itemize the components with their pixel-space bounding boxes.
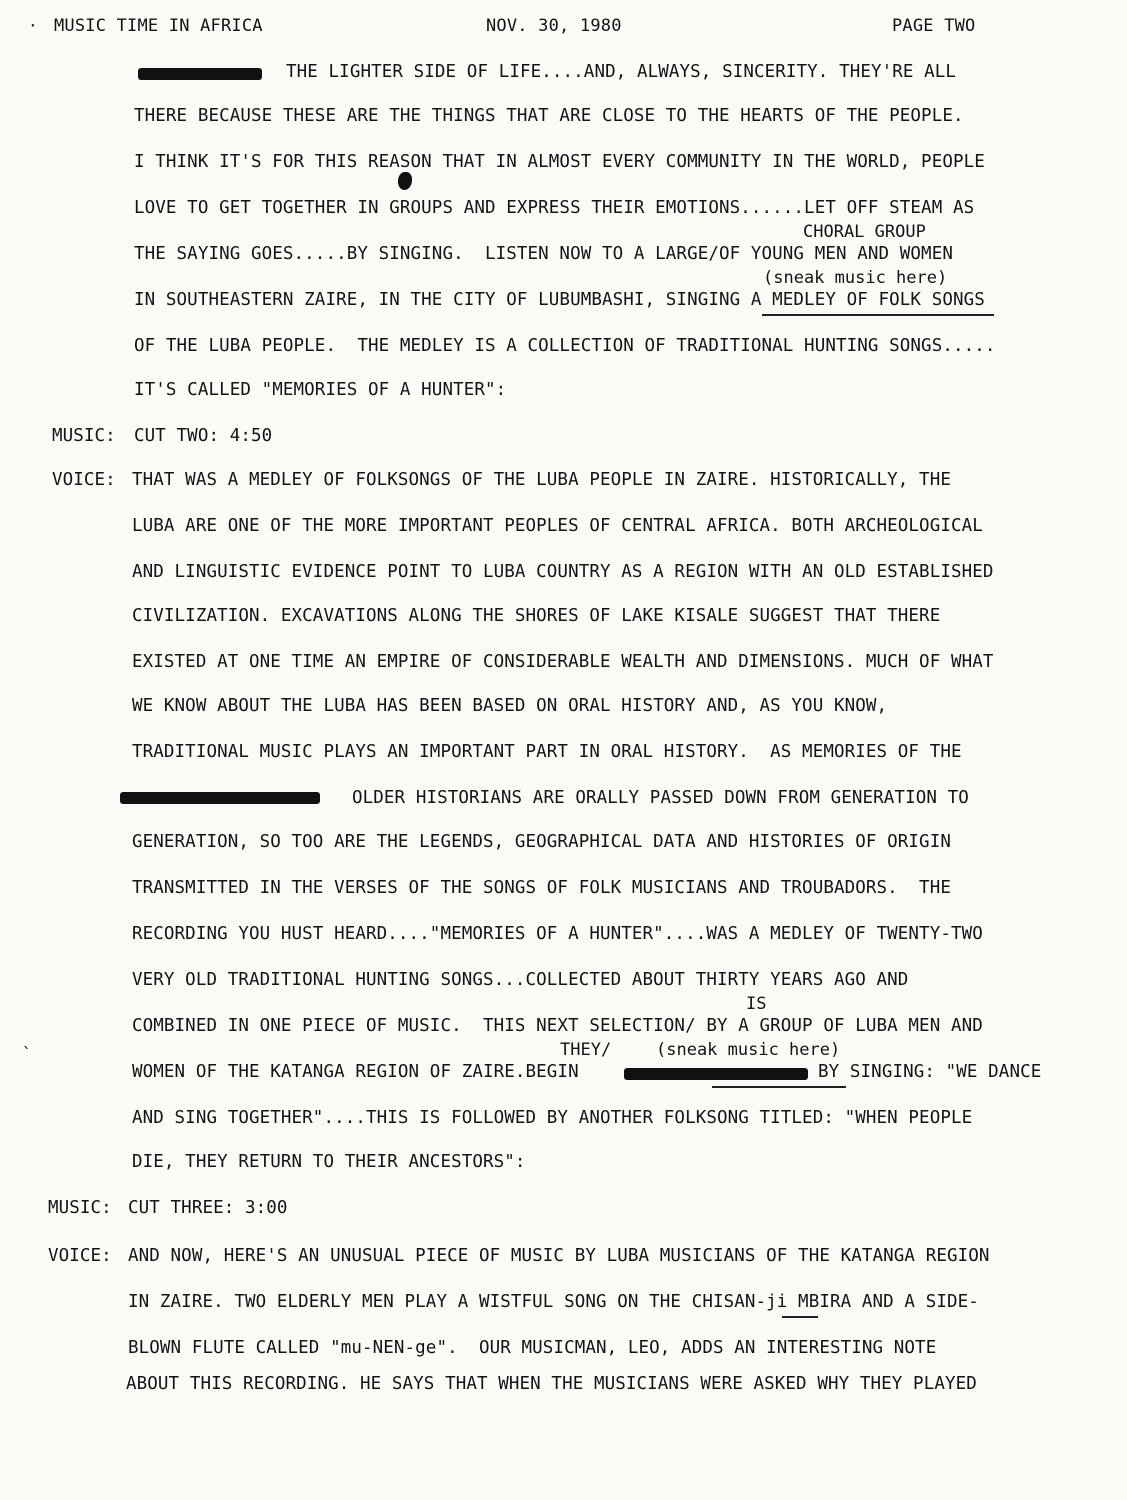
script-line: IT'S CALLED "MEMORIES OF A HUNTER": [134,380,507,400]
handwritten-insert-is: IS [746,994,767,1014]
music-cut-three: CUT THREE: 3:00 [128,1198,288,1218]
script-line: OF THE LUBA PEOPLE. THE MEDLEY IS A COLLECTION OF TRADITIONAL HUNTING SONGS..... [134,336,996,356]
underline-mark [762,314,994,316]
script-line: THERE BECAUSE THESE ARE THE THINGS THAT ARE CLOSE TO THE HEARTS OF THE PEOPLE. [134,106,964,126]
script-line: AND SING TOGETHER"....THIS IS FOLLOWED BY ANOTHER FOLKSONG TITLED: "WHEN PEOPLE [132,1108,973,1128]
cue-label-voice: VOICE: [52,470,116,490]
script-line: VERY OLD TRADITIONAL HUNTING SONGS...COLLECTED ABOUT THIRTY YEARS AGO AND [132,970,909,990]
script-line: I THINK IT'S FOR THIS REASON THAT IN ALMOST EVERY COMMUNITY IN THE WORLD, PEOPLE [134,152,985,172]
redaction-strike [138,68,262,80]
cue-label-voice: VOICE: [48,1246,112,1266]
header-page-number: PAGE TWO [892,16,976,36]
script-line: WOMEN OF THE KATANGA REGION OF ZAIRE.BEGIN [132,1062,579,1082]
cue-label-music: MUSIC: [48,1198,112,1218]
handwritten-insert-they: THEY/ [560,1040,612,1060]
script-line: OLDER HISTORIANS ARE ORALLY PASSED DOWN FROM GENERATION TO [352,788,969,808]
script-line: IN SOUTHEASTERN ZAIRE, IN THE CITY OF LUBUMBASHI, SINGING A MEDLEY OF FOLK SONGS [134,290,985,310]
script-line: LOVE TO GET TOGETHER IN GROUPS AND EXPRESS THEIR EMOTIONS......LET OFF STEAM AS [134,198,975,218]
script-line: CIVILIZATION. EXCAVATIONS ALONG THE SHORES OF LAKE KISALE SUGGEST THAT THERE [132,606,941,626]
margin-mark: · [28,16,38,35]
header-program-title: MUSIC TIME IN AFRICA [54,16,263,36]
script-line: BY SINGING: "WE DANCE [818,1062,1042,1082]
redaction-strike [120,792,320,804]
cue-note-sneak-music: (sneak music here) [656,1040,841,1060]
script-line: THAT WAS A MEDLEY OF FOLKSONGS OF THE LUBA PEOPLE IN ZAIRE. HISTORICALLY, THE [132,470,951,490]
script-line: RECORDING YOU HUST HEARD...."MEMORIES OF A HUNTER"....WAS A MEDLEY OF TWENTY-TWO [132,924,983,944]
script-line: AND LINGUISTIC EVIDENCE POINT TO LUBA COUNTRY AS A REGION WITH AN OLD ESTABLISHED [132,562,994,582]
script-line: THE LIGHTER SIDE OF LIFE....AND, ALWAYS, SINCERITY. THEY'RE ALL [286,62,957,82]
script-line: EXISTED AT ONE TIME AN EMPIRE OF CONSIDERABLE WEALTH AND DIMENSIONS. MUCH OF WHAT [132,652,994,672]
script-line: TRANSMITTED IN THE VERSES OF THE SONGS OF FOLK MUSICIANS AND TROUBADORS. THE [132,878,951,898]
underline-mark [712,1086,846,1088]
script-line: TRADITIONAL MUSIC PLAYS AN IMPORTANT PART IN ORAL HISTORY. AS MEMORIES OF THE [132,742,962,762]
underline-mark [782,1316,818,1318]
cue-note-sneak-music: (sneak music here) [763,268,948,288]
cue-label-music: MUSIC: [52,426,116,446]
script-line: AND NOW, HERE'S AN UNUSUAL PIECE OF MUSIC BY LUBA MUSICIANS OF THE KATANGA REGION [128,1246,990,1266]
margin-mark: ` [22,1044,32,1063]
script-line: WE KNOW ABOUT THE LUBA HAS BEEN BASED ON ORAL HISTORY AND, AS YOU KNOW, [132,696,888,716]
script-line: BLOWN FLUTE CALLED "mu-NEN-ge". OUR MUSICMAN, LEO, ADDS AN INTERESTING NOTE [128,1338,937,1358]
header-date: NOV. 30, 1980 [486,16,622,36]
script-line: IN ZAIRE. TWO ELDERLY MEN PLAY A WISTFUL SONG ON THE CHISAN-ji MBIRA AND A SIDE- [128,1292,979,1312]
ink-blot [398,172,412,190]
script-line: COMBINED IN ONE PIECE OF MUSIC. THIS NEXT SELECTION/ BY A GROUP OF LUBA MEN AND [132,1016,983,1036]
script-line: LUBA ARE ONE OF THE MORE IMPORTANT PEOPLES OF CENTRAL AFRICA. BOTH ARCHEOLOGICAL [132,516,983,536]
handwritten-insert-choral-group: CHORAL GROUP [803,222,926,242]
music-cut-two: CUT TWO: 4:50 [134,426,273,446]
script-line: THE SAYING GOES.....BY SINGING. LISTEN NOW TO A LARGE/OF YOUNG MEN AND WOMEN [134,244,953,264]
script-line: DIE, THEY RETURN TO THEIR ANCESTORS": [132,1152,526,1172]
redaction-strike [624,1068,808,1080]
script-line: GENERATION, SO TOO ARE THE LEGENDS, GEOGRAPHICAL DATA AND HISTORIES OF ORIGIN [132,832,951,852]
script-line: ABOUT THIS RECORDING. HE SAYS THAT WHEN THE MUSICIANS WERE ASKED WHY THEY PLAYED [126,1374,977,1394]
